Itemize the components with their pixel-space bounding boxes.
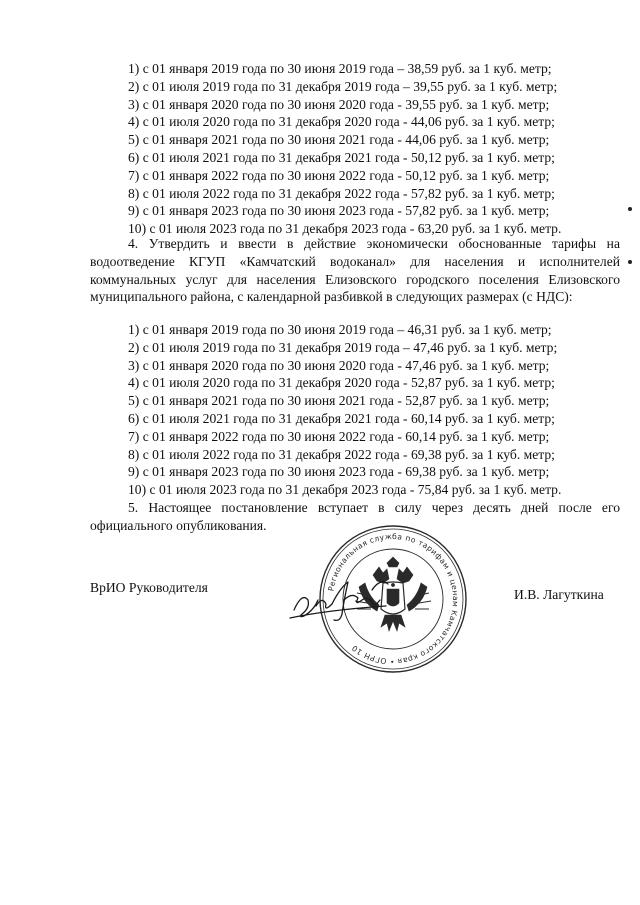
list-item: 8) с 01 июля 2022 года по 31 декабря 2022 года - 57,82 руб. за 1 куб. метр; xyxy=(128,185,555,201)
signatory-title: ВрИО Руководителя xyxy=(90,580,208,595)
list-item: 1) с 01 января 2019 года по 30 июня 2019 года – 46,31 руб. за 1 куб. метр; xyxy=(128,322,552,337)
list-item: 5) с 01 января 2021 года по 30 июня 2021 года - 44,06 руб. за 1 куб. метр; xyxy=(128,132,550,148)
paragraph-4: 4. Утвердить и ввести в действие экономически обоснованные тарифы на водоотведение КГУП «Камчатский водоканал» для населения и исполнителей коммунальных услуг для населения Елизовского городского поселения Елизовского муниципального района, с календарной разбивкой в следующих размерах (с НДС): xyxy=(90,236,620,305)
scan-mark xyxy=(628,260,632,264)
list-item: 9) с 01 января 2023 года по 30 июня 2023 года - 69,38 руб. за 1 куб. метр; xyxy=(128,464,550,480)
list-item: 1) с 01 января 2019 года по 30 июня 2019 года – 38,59 руб. за 1 куб. метр; xyxy=(128,61,552,76)
list-item: 10) с 01 июля 2023 года по 31 декабря 2023 года - 75,84 руб. за 1 куб. метр. xyxy=(128,482,562,498)
tariff-list-water-supply xyxy=(128,60,628,238)
tariff-list-wastewater xyxy=(128,321,628,499)
list-item: 6) с 01 июля 2021 года по 31 декабря 2021 года - 50,12 руб. за 1 куб. метр; xyxy=(128,149,555,165)
handwritten-signature-icon xyxy=(288,570,398,630)
list-item: 7) с 01 января 2022 года по 30 июня 2022 года - 60,14 руб. за 1 куб. метр; xyxy=(128,428,550,444)
list-item: 2) с 01 июля 2019 года по 31 декабря 2019 года – 47,46 руб. за 1 куб. метр; xyxy=(128,339,558,355)
list-item: 10) с 01 июля 2023 года по 31 декабря 2023 года - 63,20 руб. за 1 куб. метр. xyxy=(128,221,562,237)
list-item: 6) с 01 июля 2021 года по 31 декабря 2021 года - 60,14 руб. за 1 куб. метр; xyxy=(128,410,555,426)
list-item: 7) с 01 января 2022 года по 30 июня 2022 года - 50,12 руб. за 1 куб. метр; xyxy=(128,167,550,183)
paragraph-5: 5. Настоящее постановление вступает в силу через десять дней после его официального опубликования. xyxy=(90,500,620,533)
list-item: 3) с 01 января 2020 года по 30 июня 2020 года - 39,55 руб. за 1 куб. метр; xyxy=(128,96,550,112)
scan-mark xyxy=(628,207,632,211)
list-item: 3) с 01 января 2020 года по 30 июня 2020 года - 47,46 руб. за 1 куб. метр; xyxy=(128,357,550,373)
list-item: 2) с 01 июля 2019 года по 31 декабря 2019 года – 39,55 руб. за 1 куб. метр; xyxy=(128,78,558,94)
list-item: 4) с 01 июля 2020 года по 31 декабря 2020 года - 44,06 руб. за 1 куб. метр; xyxy=(128,114,555,130)
list-item: 5) с 01 января 2021 года по 30 июня 2021 года - 52,87 руб. за 1 куб. метр; xyxy=(128,393,550,409)
seal-text: Региональная служба по тарифам и ценам Камчатского края • ОГРН 10 xyxy=(326,531,461,667)
list-item: 8) с 01 июля 2022 года по 31 декабря 2022 года - 69,38 руб. за 1 куб. метр; xyxy=(128,446,555,462)
signatory-name: И.В. Лагуткина xyxy=(514,587,604,602)
list-item: 9) с 01 января 2023 года по 30 июня 2023 года - 57,82 руб. за 1 куб. метр; xyxy=(128,203,550,219)
list-item: 4) с 01 июля 2020 года по 31 декабря 2020 года - 52,87 руб. за 1 куб. метр; xyxy=(128,375,555,391)
